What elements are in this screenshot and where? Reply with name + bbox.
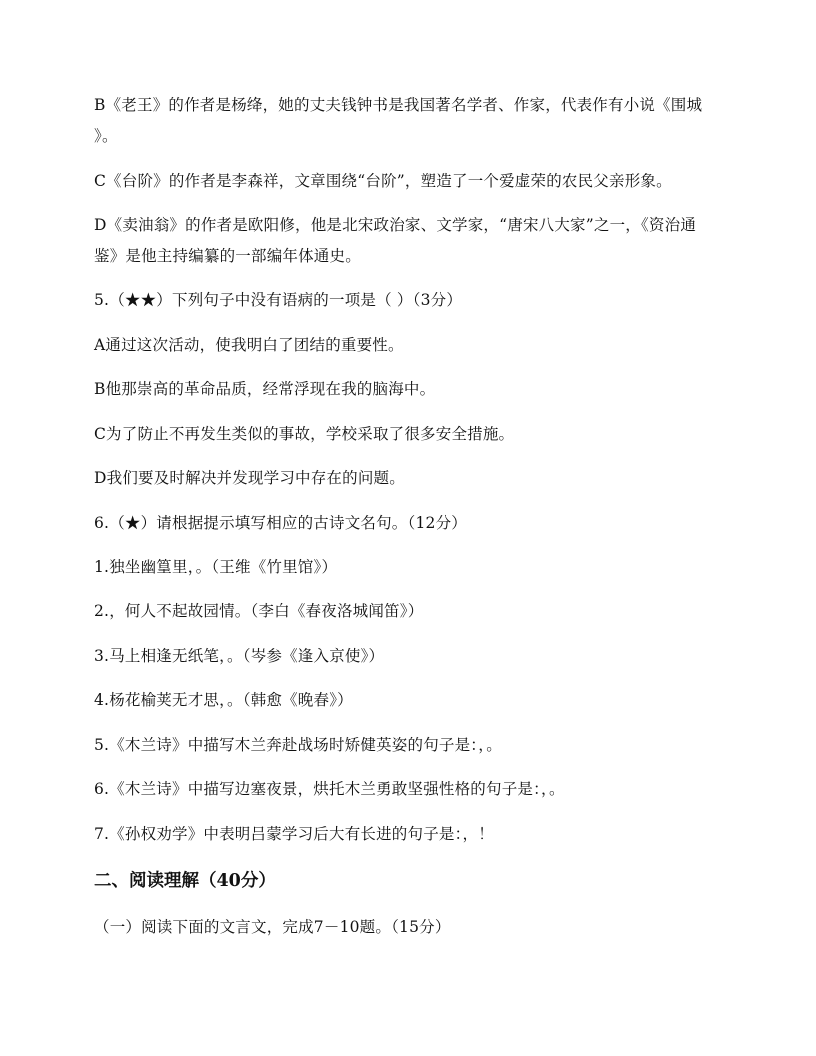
question-5-option-c: C为了防止不再发生类似的事故，学校采取了很多安全措施。: [94, 425, 515, 443]
question-5-prompt: 5.（★★）下列句子中没有语病的一项是（ ）（3分）: [94, 291, 463, 309]
question-6-item-1: 1.独坐幽篁里，。（王维《竹里馆》）: [94, 558, 338, 576]
option-d-line-1: D《卖油翁》的作者是欧阳修，他是北宋政治家、文学家，“唐宋八大家”之一，《资治通: [94, 216, 697, 234]
question-6-item-6: 6.《木兰诗》中描写边塞夜景，烘托木兰勇敢坚强性格的句子是：，。: [94, 780, 565, 798]
question-5-option-d: D我们要及时解决并发现学习中存在的问题。: [94, 469, 405, 487]
question-6-item-7: 7.《孙权劝学》中表明吕蒙学习后大有长进的句子是：，！: [94, 825, 494, 843]
question-6-prompt: 6.（★）请根据提示填写相应的古诗文名句。（12分）: [94, 514, 467, 532]
question-5-option-a: A通过这次活动，使我明白了团结的重要性。: [94, 336, 404, 354]
question-6-item-4: 4.杨花榆荚无才思，。（韩愈《晚春》）: [94, 691, 353, 709]
option-b-line-1: B《老王》的作者是杨绛，她的丈夫钱钟书是我国著名学者、作家，代表作有小说《围城: [94, 96, 703, 114]
question-6-item-3: 3.马上相逢无纸笔，。（岑参《逢入京使》）: [94, 647, 385, 665]
option-c-line: C《台阶》的作者是李森祥，文章围绕“台阶”，塑造了一个爱虚荣的农民父亲形象。: [94, 172, 672, 190]
question-5-option-b: B他那崇高的革命品质，经常浮现在我的脑海中。: [94, 380, 436, 398]
question-6-item-5: 5.《木兰诗》中描写木兰奔赴战场时矫健英姿的句子是：，。: [94, 736, 502, 754]
option-d-line-2: 鉴》是他主持编纂的一部编年体通史。: [94, 247, 361, 265]
subsection-prompt: （一）阅读下面的文言文，完成7－10题。（15分）: [94, 918, 451, 936]
option-b-line-2: 》。: [94, 127, 118, 145]
section-heading: 二、阅读理解（40分）: [94, 871, 276, 891]
question-6-item-2: 2.，何人不起故园情。（李白《春夜洛城闻笛》）: [94, 602, 424, 620]
